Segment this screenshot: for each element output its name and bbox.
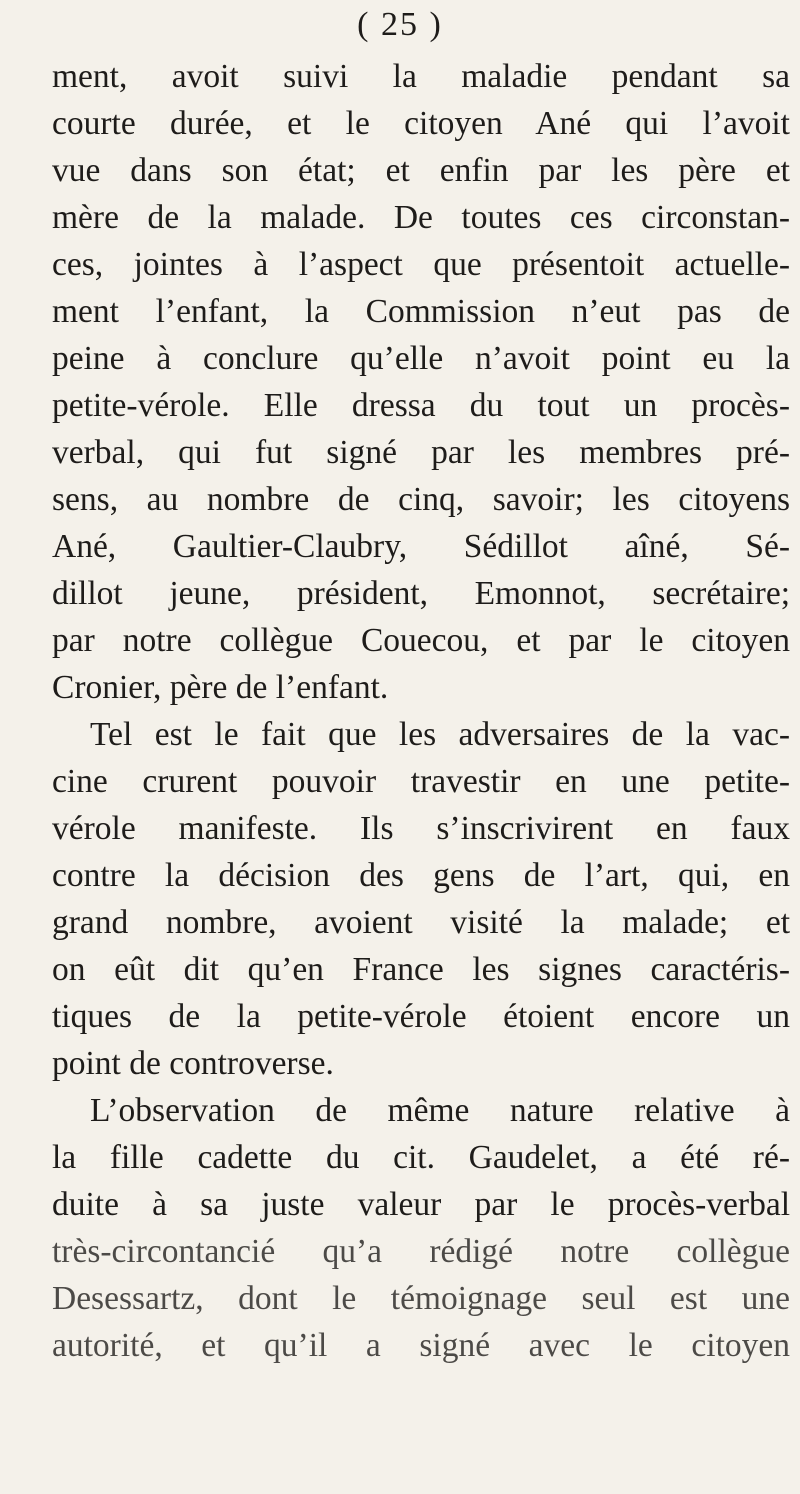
text-line: la fille cadette du cit. Gaudelet, a été ré- bbox=[52, 1139, 790, 1176]
text-line: Desessartz, dont le témoignage seul est une bbox=[52, 1280, 790, 1317]
text-line: on eût dit qu’en France les signes caractéris- bbox=[52, 951, 790, 988]
text-line: très-circontancié qu’a rédigé notre collègue bbox=[52, 1233, 790, 1270]
text-line: Cronier, père de l’enfant. bbox=[52, 669, 389, 706]
text-line: sens, au nombre de cinq, savoir; les citoyens bbox=[52, 481, 790, 518]
text-line: ment, avoit suivi la maladie pendant sa bbox=[52, 58, 790, 95]
text-line: courte durée, et le citoyen Ané qui l’avoit bbox=[52, 105, 790, 142]
paragraph-start: L’observation de même nature relative à bbox=[90, 1092, 790, 1129]
text-line: mère de la malade. De toutes ces circonstan- bbox=[52, 199, 790, 236]
text-line: tiques de la petite-vérole étoient encore un bbox=[52, 998, 790, 1035]
text-line: petite-vérole. Elle dressa du tout un procès- bbox=[52, 387, 790, 424]
text-line: dillot jeune, président, Emonnot, secrétaire; bbox=[52, 575, 790, 612]
text-line: verbal, qui fut signé par les membres pré- bbox=[52, 434, 790, 471]
text-line: contre la décision des gens de l’art, qui, en bbox=[52, 857, 790, 894]
text-line: peine à conclure qu’elle n’avoit point eu la bbox=[52, 340, 790, 377]
text-line: vérole manifeste. Ils s’inscrivirent en faux bbox=[52, 810, 790, 847]
text-line: ces, jointes à l’aspect que présentoit actuelle- bbox=[52, 246, 790, 283]
page-number: ( 25 ) bbox=[357, 6, 443, 43]
text-line: grand nombre, avoient visité la malade; et bbox=[52, 904, 790, 941]
text-line: Ané, Gaultier-Claubry, Sédillot aîné, Sé- bbox=[52, 528, 790, 565]
text-line: duite à sa juste valeur par le procès-verbal bbox=[52, 1186, 790, 1223]
text-line: vue dans son état; et enfin par les père et bbox=[52, 152, 790, 189]
text-line: par notre collègue Couecou, et par le citoyen bbox=[52, 622, 790, 659]
text-line: cine crurent pouvoir travestir en une petite- bbox=[52, 763, 790, 800]
text-line: autorité, et qu’il a signé avec le citoyen bbox=[52, 1327, 790, 1364]
text-line: ment l’enfant, la Commission n’eut pas de bbox=[52, 293, 790, 330]
text-line: point de controverse. bbox=[52, 1045, 334, 1082]
paragraph-start: Tel est le fait que les adversaires de la vac- bbox=[90, 716, 790, 753]
